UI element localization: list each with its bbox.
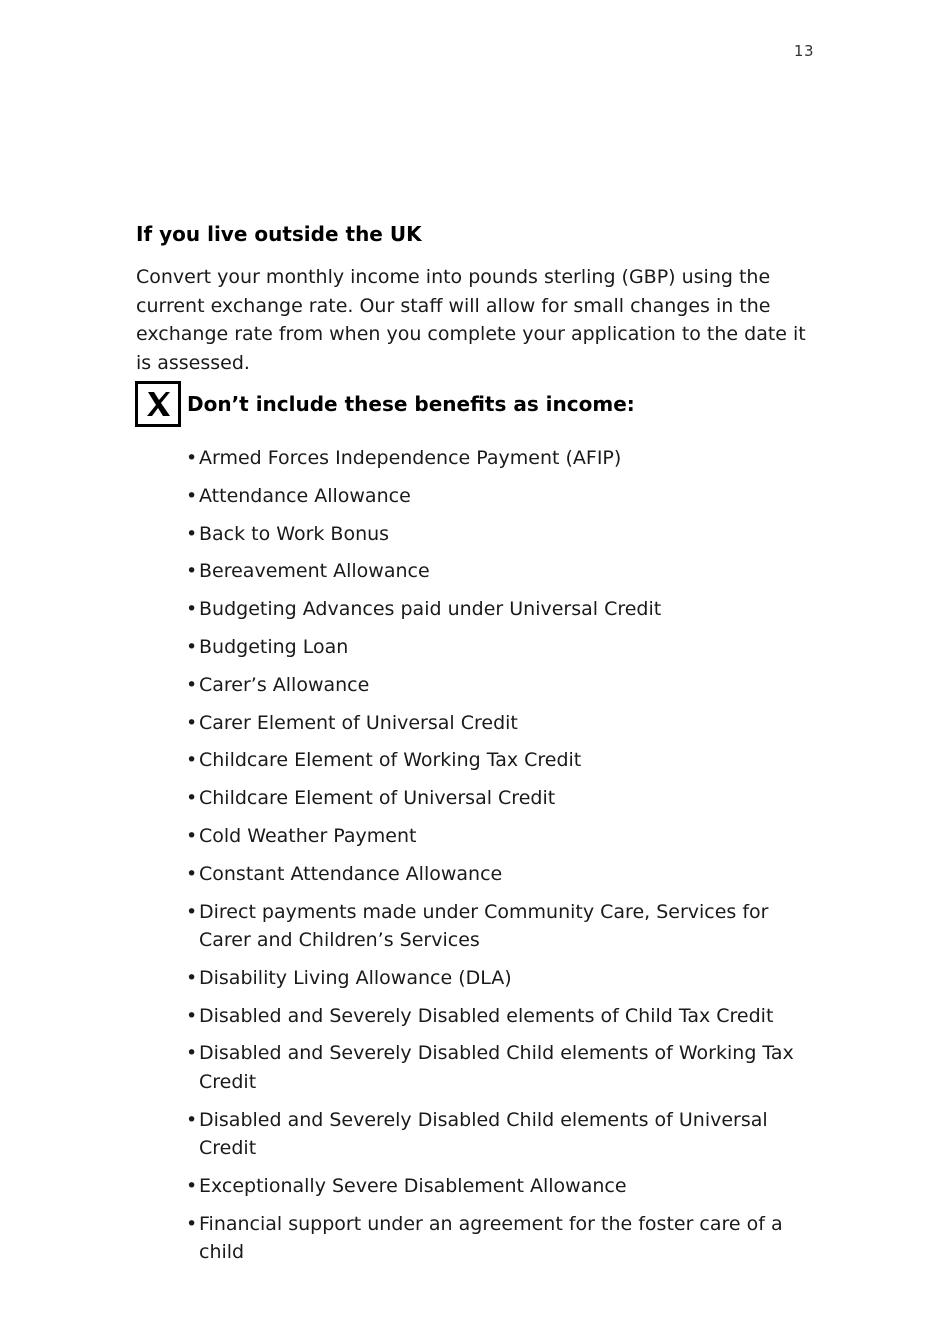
benefit-list-item	[186, 746, 816, 775]
bullet-icon: •	[186, 1108, 198, 1131]
cross-box-icon	[135, 381, 181, 427]
bullet-icon: •	[186, 447, 198, 469]
bullet-icon: •	[186, 1004, 198, 1027]
bullet-icon: •	[186, 824, 198, 847]
benefit-list-item	[186, 784, 816, 813]
benefit-label: Bereavement Allowance	[199, 560, 430, 583]
benefit-list-item	[186, 1002, 816, 1031]
benefit-list-item	[186, 671, 816, 700]
outside-uk-body: Convert your monthly income into pounds sterling (GBP) using the current exchange rate. Our staff will allow for small changes in the exchange rate from when you complete your application to the date it is assessed.	[136, 266, 806, 374]
bullet-icon: •	[186, 1175, 198, 1198]
benefit-label: Disabled and Severely Disabled Child elements of Universal Credit	[199, 1108, 768, 1160]
benefit-label: Childcare Element of Working Tax Credit	[199, 749, 582, 772]
bullet-icon: •	[186, 598, 198, 621]
benefit-label: Childcare Element of Universal Credit	[199, 787, 556, 810]
exclude-benefits-title: Don’t include these benefits as income:	[187, 392, 635, 416]
bullet-icon: •	[186, 1042, 198, 1065]
benefit-list-item	[186, 482, 816, 511]
page-number: 13	[793, 42, 814, 60]
benefit-label: Exceptionally Severe Disablement Allowance	[199, 1175, 627, 1198]
bullet-icon: •	[186, 711, 198, 734]
benefit-label: Attendance Allowance	[199, 484, 411, 507]
exclude-benefits-header	[135, 381, 635, 427]
bullet-icon: •	[186, 635, 198, 658]
benefit-label: Budgeting Loan	[199, 635, 349, 658]
benefit-list-item	[186, 898, 816, 955]
bullet-icon: •	[186, 1212, 198, 1235]
benefit-label: Disability Living Allowance (DLA)	[199, 966, 512, 989]
benefit-list-item	[186, 633, 816, 662]
benefit-label: Armed Forces Independence Payment (AFIP)	[199, 447, 622, 469]
benefit-label: Constant Attendance Allowance	[199, 862, 503, 885]
bullet-icon: •	[186, 787, 198, 810]
bullet-icon: •	[186, 522, 198, 545]
benefit-label: Budgeting Advances paid under Universal Credit	[199, 598, 662, 621]
bullet-icon: •	[186, 673, 198, 696]
benefit-list-item	[186, 860, 816, 889]
benefit-list-item	[186, 709, 816, 738]
benefit-label: Direct payments made under Community Care, Services for Carer and Children’s Services	[199, 900, 769, 952]
benefit-list-item	[186, 1106, 816, 1163]
bullet-icon: •	[186, 862, 198, 885]
benefit-label: Back to Work Bonus	[199, 522, 390, 545]
benefit-label: Disabled and Severely Disabled elements of Child Tax Credit	[199, 1004, 774, 1027]
bullet-icon: •	[186, 484, 198, 507]
benefit-list-item	[186, 520, 816, 549]
benefit-list-item	[186, 822, 816, 851]
bullet-icon: •	[186, 966, 198, 989]
benefit-list-item	[186, 1172, 816, 1201]
benefit-label: Cold Weather Payment	[199, 824, 417, 847]
benefit-list-item	[186, 1210, 816, 1267]
benefit-list-item	[186, 1039, 816, 1096]
outside-uk-heading: If you live outside the UK	[136, 222, 422, 246]
excluded-benefits-list	[186, 444, 816, 1276]
benefit-list-item	[186, 444, 816, 473]
benefit-list-item	[186, 557, 816, 586]
bullet-icon: •	[186, 900, 198, 923]
benefit-list-item	[186, 595, 816, 624]
benefit-label: Financial support under an agreement for the foster care of a child	[199, 1212, 783, 1264]
benefit-label: Carer Element of Universal Credit	[199, 711, 518, 734]
benefit-label: Carer’s Allowance	[199, 673, 370, 696]
bullet-icon: •	[186, 560, 198, 583]
benefit-label: Disabled and Severely Disabled Child elements of Working Tax Credit	[199, 1042, 794, 1093]
bullet-icon: •	[186, 749, 198, 772]
benefit-list-item	[186, 964, 816, 993]
